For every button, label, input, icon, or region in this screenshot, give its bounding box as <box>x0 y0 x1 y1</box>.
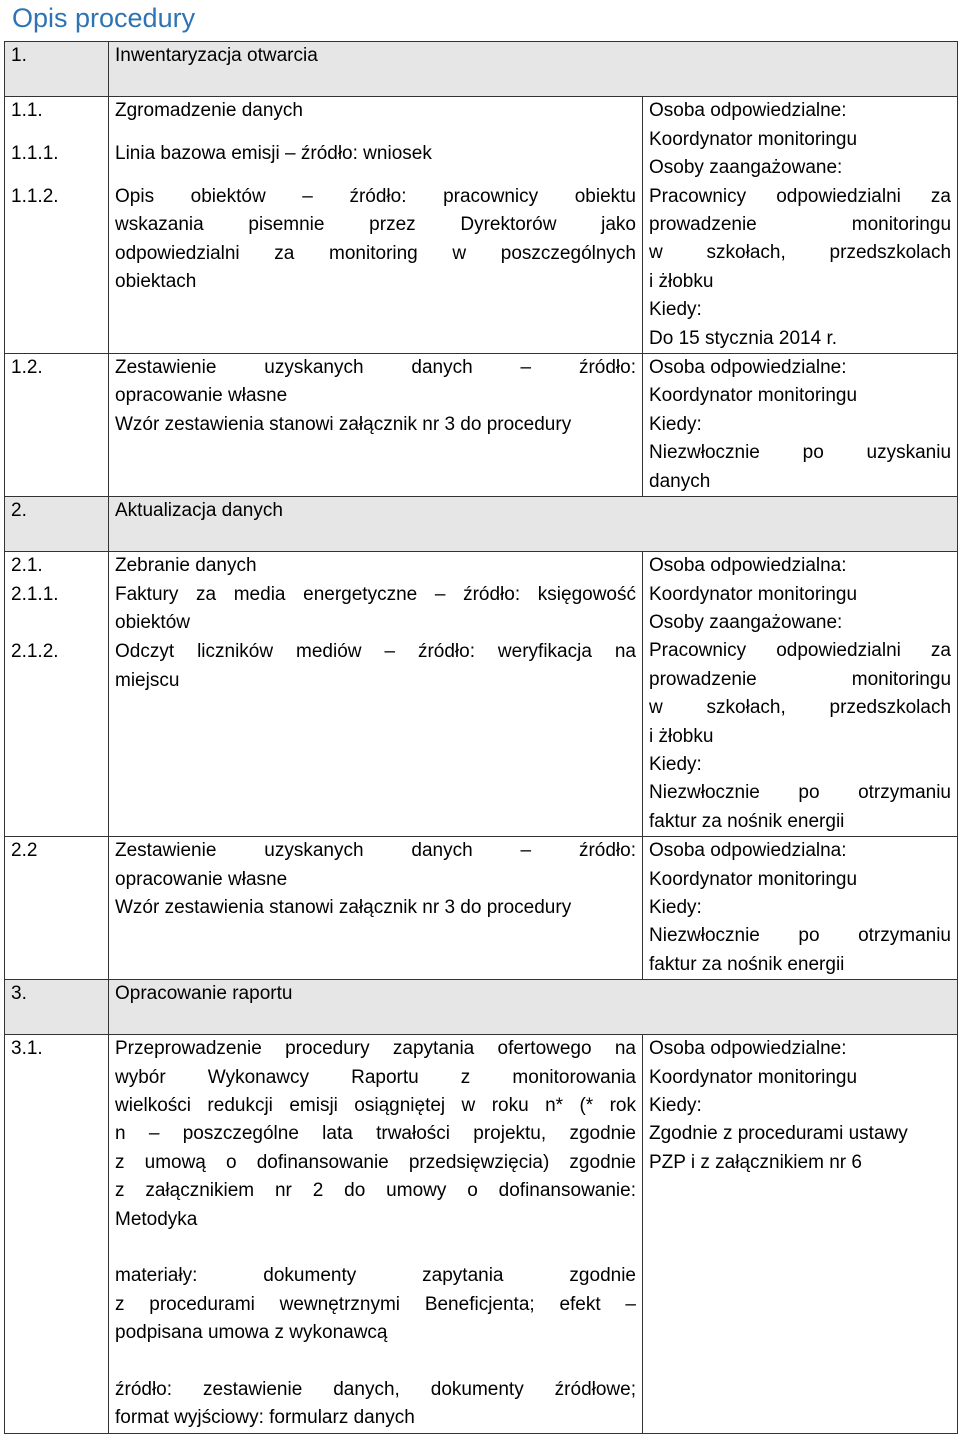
text-line: miejscu <box>115 669 180 691</box>
resp-line: PZP i z załącznikiem nr 6 <box>649 1151 862 1173</box>
page-title: Opis procedury <box>12 3 196 33</box>
text-line: z załącznikiem nr 2 do umowy o dofinansowanie: <box>115 1180 636 1202</box>
resp-line: prowadzenie monitoringu <box>649 214 952 236</box>
text-line: opracowanie własne <box>115 385 288 407</box>
procedure-table <box>4 41 958 1434</box>
item-text: Linia bazowa emisji – źródło: wniosek <box>109 140 643 183</box>
item-number: 1.1.2. <box>5 183 109 354</box>
responsibility-cell <box>643 354 958 497</box>
item-number: 1.2. <box>5 354 109 497</box>
responsibility-cell <box>643 552 958 837</box>
resp-line: Kiedy: <box>649 299 702 321</box>
resp-line: w szkołach, przedszkolach <box>649 242 952 264</box>
table-row <box>5 354 958 497</box>
resp-line: Kiedy: <box>649 1095 702 1116</box>
resp-line: Zgodnie z procedurami ustawy <box>649 1123 908 1145</box>
resp-line: danych <box>649 470 711 492</box>
table-row <box>5 837 958 980</box>
item-text: Zebranie danych <box>109 552 643 581</box>
text-line: materiały: dokumenty zapytania zgodnie <box>115 1265 636 1287</box>
text-line: opracowanie własne <box>115 868 288 890</box>
section-label: Inwentaryzacja otwarcia <box>109 42 958 97</box>
item-number: 2.1. <box>5 552 109 581</box>
resp-line: w szkołach, przedszkolach <box>649 697 952 719</box>
resp-line: Niezwłocznie po otrzymaniu <box>649 782 952 804</box>
text-line: Zestawienie uzyskanych danych – źródło: <box>115 840 636 862</box>
item-text <box>109 183 643 354</box>
resp-line: Koordynator monitoringu <box>649 868 858 890</box>
resp-line: Pracownicy odpowiedzialni za <box>649 185 952 207</box>
section-label: Aktualizacja danych <box>109 497 958 552</box>
text-line: Wzór zestawienia stanowi załącznik nr 3 do procedury <box>115 413 572 435</box>
text-line: podpisana umowa z wykonawcą <box>115 1322 388 1344</box>
resp-line: Kiedy: <box>649 413 702 435</box>
text-line: n – poszczególne lata trwałości projektu, zgodnie <box>115 1123 636 1145</box>
resp-line: Pracownicy odpowiedzialni za <box>649 640 952 662</box>
section-1-header <box>5 42 958 97</box>
item-number: 3.1. <box>5 1035 109 1434</box>
resp-line: Koordynator monitoringu <box>649 128 858 150</box>
resp-line: faktur za nośnik energii <box>649 953 845 975</box>
text-line: Przeprowadzenie procedury zapytania ofertowego na <box>115 1038 636 1060</box>
text-line: obiektów <box>115 612 190 634</box>
table-row <box>5 97 958 140</box>
item-number: 2.1.1. <box>5 581 109 638</box>
table-row <box>5 1035 958 1434</box>
resp-line: faktur za nośnik energii <box>649 810 845 832</box>
text-line: Faktury za media energetyczne – źródło: księgowość <box>115 583 636 605</box>
section-number: 3. <box>5 980 109 1035</box>
item-text <box>109 1035 643 1434</box>
text-line: źródło: zestawienie danych, dokumenty źródłowe; <box>115 1379 636 1401</box>
text-line: format wyjściowy: formularz danych <box>115 1407 415 1429</box>
table-row <box>5 552 958 581</box>
text-line: Metodyka <box>115 1208 198 1230</box>
resp-line: Osoba odpowiedzialna: <box>649 555 847 577</box>
text-line: Odczyt liczników mediów – źródło: weryfikacja na <box>115 641 636 663</box>
section-label: Opracowanie raportu <box>109 980 958 1035</box>
resp-line: Koordynator monitoringu <box>649 1066 858 1088</box>
resp-line: i żłobku <box>649 270 714 292</box>
resp-line: Osoby zaangażowane: <box>649 611 843 633</box>
text-line: z umową o dofinansowanie przedsięwzięcia) zgodnie <box>115 1151 636 1173</box>
responsibility-cell <box>643 837 958 980</box>
item-text <box>109 581 643 638</box>
section-number: 2. <box>5 497 109 552</box>
paragraph-gap <box>115 1348 636 1376</box>
resp-line: Osoby zaangażowane: <box>649 157 843 179</box>
resp-line: Niezwłocznie po otrzymaniu <box>649 925 952 947</box>
item-number: 1.1.1. <box>5 140 109 183</box>
responsibility-cell <box>643 97 958 354</box>
item-text <box>109 837 643 980</box>
text-line: odpowiedzialni za monitoring w poszczególnych <box>115 242 636 264</box>
text-line: obiektach <box>115 271 197 293</box>
resp-line: i żłobku <box>649 725 714 747</box>
item-text <box>109 354 643 497</box>
resp-line: prowadzenie monitoringu <box>649 668 952 690</box>
text-line: wielkości redukcji emisji osiągniętej w roku n* (* rok <box>115 1095 636 1116</box>
item-number: 2.2 <box>5 837 109 980</box>
text-line: Wzór zestawienia stanowi załącznik nr 3 do procedury <box>115 896 572 918</box>
section-number: 1. <box>5 42 109 97</box>
resp-line: Niezwłocznie po uzyskaniu <box>649 442 952 464</box>
text-line: wybór Wykonawcy Raportu z monitorowania <box>115 1066 636 1088</box>
resp-line: Osoba odpowiedzialne: <box>649 357 847 379</box>
resp-line: Kiedy: <box>649 753 702 775</box>
resp-line: Do 15 stycznia 2014 r. <box>649 327 837 349</box>
resp-line: Osoba odpowiedzialne: <box>649 100 847 122</box>
resp-line: Kiedy: <box>649 896 702 918</box>
resp-line: Koordynator monitoringu <box>649 583 858 605</box>
responsibility-cell <box>643 1035 958 1434</box>
text-line: wskazania pisemnie przez Dyrektorów jako <box>115 214 636 236</box>
section-3-header <box>5 980 958 1035</box>
item-number: 1.1. <box>5 97 109 140</box>
item-text: Zgromadzenie danych <box>109 97 643 140</box>
section-2-header <box>5 497 958 552</box>
item-number: 2.1.2. <box>5 638 109 837</box>
resp-line: Koordynator monitoringu <box>649 385 858 407</box>
text-line: Zestawienie uzyskanych danych – źródło: <box>115 357 636 379</box>
item-text <box>109 638 643 837</box>
text-line: Opis obiektów – źródło: pracownicy obiektu <box>115 186 636 208</box>
paragraph-gap <box>115 1234 636 1262</box>
text-line: z procedurami wewnętrznymi Beneficjenta; efekt – <box>115 1293 636 1315</box>
resp-line: Osoba odpowiedzialna: <box>649 840 847 862</box>
resp-line: Osoba odpowiedzialne: <box>649 1038 847 1060</box>
